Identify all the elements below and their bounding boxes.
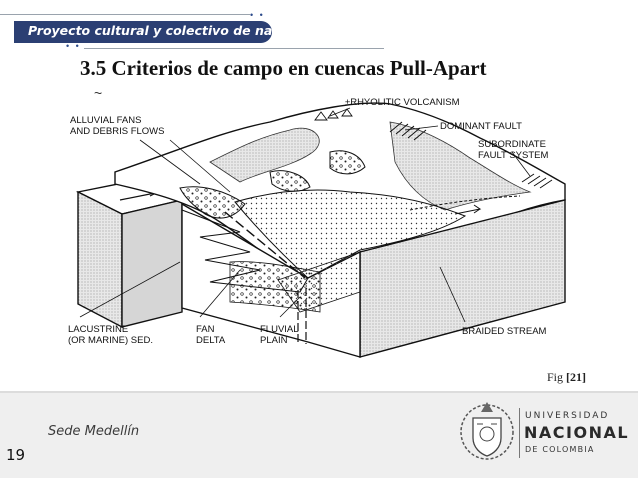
label-lacustrine-2: (OR MARINE) SED. [68, 335, 153, 346]
label-fluvial-2: PLAIN [260, 335, 288, 346]
caption-reference: [21] [566, 370, 587, 384]
label-subordinate-2: FAULT SYSTEM [478, 150, 549, 161]
label-braided-stream: BRAIDED STREAM [462, 326, 547, 337]
university-line1: UNIVERSIDAD [525, 411, 610, 421]
banner-text: Proyecto cultural y colectivo de nación [28, 23, 302, 38]
label-lacustrine-1: LACUSTRINE [68, 324, 129, 335]
label-volcanism: ±RHYOLITIC VOLCANISM [345, 97, 460, 108]
pull-apart-basin-diagram [60, 92, 580, 362]
header-dots-bottom: • • [66, 41, 81, 51]
university-line3: DE COLOMBIA [525, 445, 595, 454]
title-mark: ~ [94, 85, 103, 101]
footer-divider [0, 391, 638, 393]
label-fan-1: FAN [196, 324, 215, 335]
header-dots-top: • • [250, 10, 265, 20]
university-seal-logo [457, 398, 517, 462]
page-number: 19 [6, 446, 26, 464]
slide-title: 3.5 Criterios de campo en cuencas Pull-Apart [80, 56, 487, 80]
label-fan-2: DELTA [196, 335, 226, 346]
label-alluvial-1: ALLUVIAL FANS [70, 115, 142, 126]
header-rule-bottom [84, 48, 384, 49]
left-fault-block [78, 180, 182, 327]
sede-label: Sede Medellín [48, 424, 140, 439]
university-line2: NACIONAL [524, 423, 630, 442]
label-subordinate-1: SUBORDINATE [478, 139, 546, 150]
label-alluvial-2: AND DEBRIS FLOWS [70, 126, 165, 137]
label-dominant-fault: DOMINANT FAULT [440, 121, 522, 132]
caption-prefix: Fig [547, 370, 567, 384]
label-fluvial-1: FLUVIAL [260, 324, 299, 335]
figure-caption [547, 370, 586, 385]
header-rule-top [0, 14, 250, 15]
logo-divider [519, 408, 520, 458]
